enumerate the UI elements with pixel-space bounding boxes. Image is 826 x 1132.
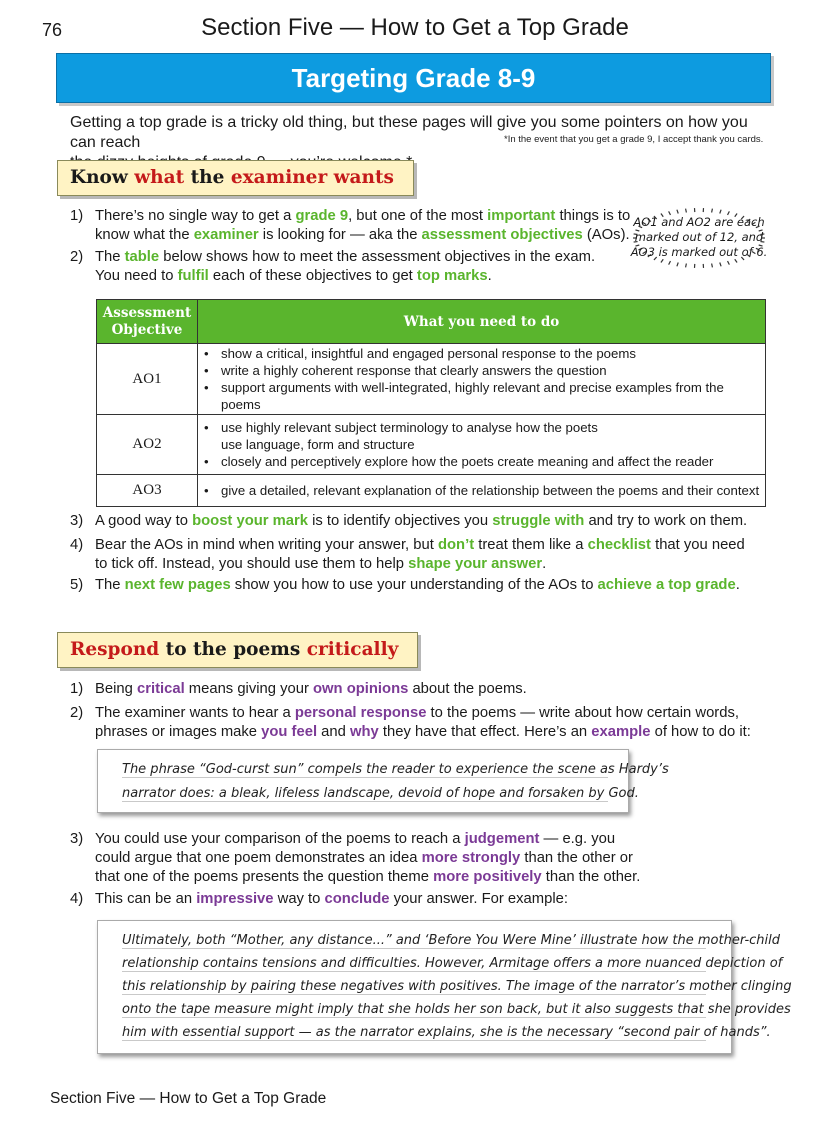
text-line bbox=[95, 267, 595, 286]
text-segment: This can be an bbox=[95, 891, 197, 907]
text-segment: they have that effect. Here’s an bbox=[378, 724, 592, 740]
quote-line: narrator does: a bleak, lifeless landscape, devoid of hope and forsaken by God. bbox=[122, 786, 639, 801]
point: • closely and perceptively explore how the poets create meaning and affect the reader bbox=[221, 453, 764, 470]
item-text bbox=[95, 830, 640, 887]
heading-highlight: critically bbox=[306, 639, 399, 660]
text-segment: to tick off. Instead, you should use them to help bbox=[95, 556, 409, 572]
highlighted-text: personal response bbox=[294, 705, 427, 721]
highlighted-text: table bbox=[124, 249, 160, 265]
text-segment: your answer. For example: bbox=[389, 891, 568, 907]
page-number: 76 bbox=[42, 20, 63, 40]
text-line bbox=[95, 576, 740, 595]
ao-cell: AO3 bbox=[97, 475, 198, 507]
text-segment: , but one of the most bbox=[348, 208, 488, 224]
highlighted-text: impressive bbox=[196, 891, 274, 907]
callout-bubble bbox=[628, 205, 770, 271]
heading-highlight: Respond bbox=[70, 639, 160, 660]
text-line bbox=[95, 868, 640, 887]
item-number: 1) bbox=[70, 681, 84, 697]
table-header-ao: Assessment Objective bbox=[97, 300, 198, 344]
text-segment: to the poems — write about how certain words, bbox=[426, 705, 739, 721]
item-text bbox=[95, 536, 745, 574]
text-segment: below shows how to meet the assessment objectives in the exam. bbox=[159, 249, 596, 265]
highlighted-text: you feel bbox=[261, 724, 318, 740]
text-segment: You could use your comparison of the poems to reach a bbox=[95, 831, 465, 847]
ao-cell: AO1 bbox=[97, 344, 198, 415]
highlighted-text: checklist bbox=[587, 537, 651, 553]
text-segment: show you how to use your understanding of the AOs to bbox=[230, 577, 598, 593]
text-segment: (AOs). bbox=[582, 227, 630, 243]
text-segment: that one of the poems presents the question theme bbox=[95, 869, 434, 885]
item-number: 4) bbox=[70, 537, 84, 553]
text-segment: . bbox=[735, 577, 740, 593]
quote-line: onto the tape measure might imply that she holds her son back, but it also suggests that she provides bbox=[122, 1002, 791, 1017]
text-line bbox=[95, 555, 745, 574]
text-segment: is looking for — aka the bbox=[258, 227, 422, 243]
highlighted-text: top marks bbox=[416, 268, 488, 284]
text-segment: A good way to bbox=[95, 513, 193, 529]
text-segment: The examiner wants to hear a bbox=[95, 705, 295, 721]
text-segment: . bbox=[487, 268, 492, 284]
item-text bbox=[95, 512, 747, 531]
highlighted-text: own opinions bbox=[313, 681, 409, 697]
highlighted-text: critical bbox=[136, 681, 185, 697]
text-line bbox=[95, 704, 751, 723]
point: • use highly relevant subject terminology to analyse how the poets use language, form and structure bbox=[221, 419, 764, 453]
highlighted-text: achieve a top grade bbox=[597, 577, 736, 593]
text-segment: Being bbox=[95, 681, 137, 697]
text-segment: Bear the AOs in mind when writing your answer, but bbox=[95, 537, 438, 553]
highlighted-text: shape your answer bbox=[408, 556, 543, 572]
highlighted-text: boost your mark bbox=[192, 513, 309, 529]
highlighted-text: grade 9 bbox=[295, 208, 349, 224]
text-segment: than the other. bbox=[541, 869, 641, 885]
point: • show a critical, insightful and engaged personal response to the poems bbox=[221, 345, 764, 362]
quote-line: this relationship by pairing these negatives with positives. The image of the narrator’s mother clinging bbox=[122, 979, 792, 994]
text-line bbox=[95, 512, 747, 531]
text-segment: than the other or bbox=[520, 850, 633, 866]
item-number: 4) bbox=[70, 891, 84, 907]
callout-line: marked out of 12, and bbox=[634, 230, 764, 244]
text-segment: The bbox=[95, 577, 125, 593]
quote-line: Ultimately, both “Mother, any distance...” and ‘Before You Were Mine’ illustrate how the mother-child bbox=[122, 933, 781, 948]
item-number: 2) bbox=[70, 249, 84, 265]
text-line bbox=[95, 207, 630, 226]
ao-cell: AO2 bbox=[97, 415, 198, 475]
highlighted-text: important bbox=[487, 208, 556, 224]
points-cell bbox=[198, 415, 766, 475]
text-line bbox=[95, 830, 640, 849]
text-segment: . bbox=[542, 556, 547, 572]
text-segment: things is to bbox=[555, 208, 631, 224]
text-line bbox=[95, 680, 527, 699]
intro-footnote: *In the event that you get a grade 9, I accept thank you cards. bbox=[504, 134, 764, 145]
highlighted-text: example bbox=[591, 724, 651, 740]
section2-heading bbox=[57, 632, 418, 668]
callout-line: AO3 is marked out of 6. bbox=[630, 245, 768, 259]
text-line bbox=[95, 536, 745, 555]
text-segment: There’s no single way to get a bbox=[95, 208, 296, 224]
table-row bbox=[97, 415, 766, 475]
text-line bbox=[95, 226, 630, 245]
assessment-table bbox=[96, 299, 766, 507]
item-text bbox=[95, 248, 595, 286]
table-row bbox=[97, 344, 766, 415]
text-segment: each of these objectives to get bbox=[208, 268, 417, 284]
text-segment: and bbox=[317, 724, 350, 740]
heading-part: Know bbox=[70, 167, 135, 188]
quote-line: The phrase “God-curst sun” compels the reader to experience the scene as Hardy’s bbox=[122, 762, 669, 777]
item-text bbox=[95, 576, 740, 595]
example-quote-box bbox=[97, 749, 669, 813]
highlighted-text: why bbox=[349, 724, 379, 740]
text-segment: You need to bbox=[95, 268, 178, 284]
conclusion-quote-box bbox=[97, 920, 792, 1054]
item-text bbox=[95, 890, 568, 909]
quote-line: him with essential support — as the narrator explains, she is the necessary “second pair of hands”. bbox=[122, 1025, 771, 1040]
text-line bbox=[95, 248, 595, 267]
text-segment: — e.g. you bbox=[539, 831, 616, 847]
item-number: 2) bbox=[70, 705, 84, 721]
item-number: 3) bbox=[70, 513, 84, 529]
point: • give a detailed, relevant explanation of the relationship between the poems and their context bbox=[221, 482, 764, 499]
heading-highlight: what bbox=[134, 167, 185, 188]
highlighted-text: next few pages bbox=[124, 577, 231, 593]
item-number: 3) bbox=[70, 831, 84, 847]
text-segment: The bbox=[95, 249, 125, 265]
item-number: 1) bbox=[70, 208, 84, 224]
text-segment: means giving your bbox=[184, 681, 313, 697]
text-line bbox=[95, 723, 751, 742]
footer-section-title: Section Five — How to Get a Top Grade bbox=[50, 1090, 327, 1107]
text-segment: phrases or images make bbox=[95, 724, 262, 740]
highlighted-text: assessment objectives bbox=[421, 227, 583, 243]
point: • support arguments with well-integrated, highly relevant and precise examples from the poems bbox=[221, 379, 764, 413]
highlighted-text: examiner bbox=[193, 227, 259, 243]
highlighted-text: struggle with bbox=[492, 513, 585, 529]
text-segment: of how to do it: bbox=[650, 724, 751, 740]
item-text bbox=[95, 680, 527, 699]
banner-title: Targeting Grade 8-9 bbox=[56, 53, 771, 103]
section1-heading bbox=[57, 160, 414, 196]
item-number: 5) bbox=[70, 577, 84, 593]
intro-line-1: Getting a top grade is a tricky old thing, but these pages will give you some pointers on how you can reach bbox=[70, 114, 748, 151]
text-segment: about the poems. bbox=[408, 681, 527, 697]
heading-highlight: examiner wants bbox=[230, 167, 394, 188]
text-segment: could argue that one poem demonstrates an idea bbox=[95, 850, 422, 866]
table-row bbox=[97, 475, 766, 507]
text-line bbox=[95, 890, 568, 909]
highlighted-text: more positively bbox=[433, 869, 542, 885]
text-segment: know what the bbox=[95, 227, 194, 243]
points-cell bbox=[198, 344, 766, 415]
heading-part: the bbox=[184, 167, 231, 188]
item-text bbox=[95, 704, 751, 742]
highlighted-text: conclude bbox=[324, 891, 390, 907]
text-segment: way to bbox=[273, 891, 325, 907]
text-line bbox=[95, 849, 640, 868]
point: • write a highly coherent response that clearly answers the question bbox=[221, 362, 764, 379]
heading-part: to the poems bbox=[159, 639, 307, 660]
section-header: Section Five — How to Get a Top Grade bbox=[201, 14, 629, 41]
points-cell bbox=[198, 475, 766, 507]
highlighted-text: more strongly bbox=[421, 850, 521, 866]
text-segment: is to identify objectives you bbox=[308, 513, 493, 529]
highlighted-text: fulfil bbox=[177, 268, 209, 284]
item-text bbox=[95, 207, 630, 245]
highlighted-text: judgement bbox=[464, 831, 540, 847]
text-segment: that you need bbox=[650, 537, 745, 553]
text-segment: and try to work on them. bbox=[584, 513, 748, 529]
callout-line: AO1 and AO2 are each bbox=[633, 215, 765, 229]
highlighted-text: don’t bbox=[437, 537, 475, 553]
table-header-what: What you need to do bbox=[198, 300, 766, 344]
quote-line: relationship contains tensions and difficulties. However, Armitage offers a more nuanced depiction of bbox=[122, 956, 783, 971]
text-segment: treat them like a bbox=[474, 537, 588, 553]
